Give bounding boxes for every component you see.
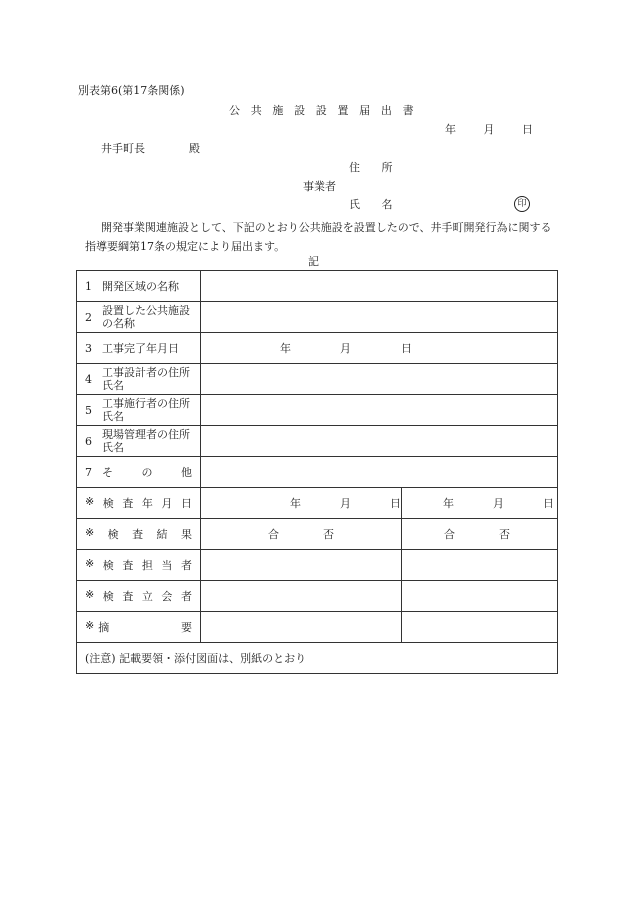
row-value-cell[interactable]: [201, 271, 558, 302]
label-char: ※: [85, 588, 95, 601]
other-char: の: [141, 465, 153, 479]
notification-form-table: [76, 270, 558, 674]
row-label-text: 開発区域の名称: [102, 279, 179, 293]
summary-row: [77, 612, 558, 643]
summary-label: [77, 612, 201, 643]
summary-cell-1[interactable]: [201, 612, 402, 643]
table-row: [77, 395, 558, 426]
row-label-text: 現場管理者の住所氏名: [102, 428, 190, 454]
date-month: 月: [483, 123, 495, 136]
label-char: 日: [180, 497, 192, 510]
completion-month: 月: [340, 342, 351, 355]
inspection-officer-cell-1[interactable]: [201, 550, 402, 581]
inspection-date-label: [77, 488, 201, 519]
inspection-officer-label: [77, 550, 201, 581]
label-char: 検: [107, 528, 119, 541]
seal-mark: 印: [514, 196, 530, 212]
label-char: 要: [181, 621, 192, 634]
inspection-witness-cell-2[interactable]: [402, 581, 558, 612]
row-label-text: [102, 466, 192, 479]
label-char: 当: [161, 559, 173, 572]
document-title: 公 共 施 設 設 置 届 出 書: [229, 104, 418, 117]
note-cell: [77, 643, 558, 674]
honorific: 殿: [189, 142, 200, 155]
inspection-year: 年: [290, 497, 301, 510]
label-char: 者: [180, 559, 192, 572]
row-value-cell[interactable]: [201, 364, 558, 395]
label-char: 者: [180, 590, 192, 603]
table-row: [77, 302, 558, 333]
inspection-result-label: [77, 519, 201, 550]
label-char: 査: [122, 590, 134, 603]
inspection-result-cell-2[interactable]: [402, 519, 558, 550]
completion-day: 日: [401, 342, 412, 355]
fail-option[interactable]: 否: [499, 528, 510, 541]
label-char: 月: [161, 497, 173, 510]
row-number: 7: [85, 465, 92, 479]
note-text: (注意) 記載要領・添付図面は、別紙のとおり: [85, 652, 307, 665]
label-char: 担: [141, 559, 153, 572]
label-char: ※: [85, 619, 95, 632]
table-row: [77, 364, 558, 395]
inspection-officer-row: [77, 550, 558, 581]
row-label: [77, 457, 201, 488]
body-text: 開発事業関連施設として、下記のとおり公共施設を設置したので、井手町開発行為に関する指導要綱第17条の規定により届出ます。: [85, 221, 552, 253]
addressee: [101, 143, 200, 154]
summary-cell-2[interactable]: [402, 612, 558, 643]
inspection-result-cell-1[interactable]: [201, 519, 402, 550]
label-char: 摘: [98, 621, 110, 634]
inspection-month: 月: [493, 497, 504, 510]
row-label-text: 工事設計者の住所氏名: [102, 366, 190, 392]
label-char: ※: [85, 526, 95, 539]
row-number: 1: [85, 279, 92, 293]
pass-option[interactable]: 合: [444, 528, 455, 541]
label-char: 立: [141, 590, 153, 603]
business-label: 事業者: [303, 180, 336, 193]
inspection-witness-row: [77, 581, 558, 612]
row-label: [77, 426, 201, 457]
label-char: 検: [102, 559, 114, 572]
row-number: 6: [85, 434, 92, 448]
label-char: 果: [180, 528, 192, 541]
completion-year: 年: [280, 342, 291, 355]
note-row: [77, 643, 558, 674]
inspection-day: 日: [543, 497, 554, 510]
row-number: 2: [85, 310, 92, 324]
form-reference: 別表第6(第17条関係): [78, 84, 185, 97]
inspection-year: 年: [443, 497, 454, 510]
inspection-officer-cell-2[interactable]: [402, 550, 558, 581]
row-value-cell[interactable]: [201, 457, 558, 488]
inspection-result-row: [77, 519, 558, 550]
label-char: 会: [161, 590, 173, 603]
label-char: 査: [122, 559, 134, 572]
row-label-text: 工事施行者の住所氏名: [102, 397, 190, 423]
other-char: そ: [102, 465, 113, 479]
date-day: 日: [522, 123, 533, 136]
inspection-date-cell-1[interactable]: [201, 488, 402, 519]
inspection-month: 月: [340, 497, 351, 510]
label-char: ※: [85, 557, 95, 570]
table-row: [77, 426, 558, 457]
label-char: 査: [132, 528, 144, 541]
row-label: [77, 395, 201, 426]
row-label-text: 工事完了年月日: [102, 341, 179, 355]
inspection-date-row: [77, 488, 558, 519]
completion-date-cell[interactable]: [201, 333, 558, 364]
label-char: ※: [85, 495, 95, 508]
inspection-date-cell-2[interactable]: [402, 488, 558, 519]
addressee-name: 井手町長: [101, 142, 145, 155]
fail-option[interactable]: 否: [323, 528, 334, 541]
table-row: [77, 457, 558, 488]
row-number: 5: [85, 403, 92, 417]
row-label-text: 設置した公共施設の名称: [102, 304, 190, 330]
row-label: [77, 271, 201, 302]
inspection-day: 日: [390, 497, 401, 510]
row-number: 3: [85, 341, 92, 355]
label-char: 査: [122, 497, 134, 510]
submission-date: [445, 124, 533, 135]
row-label: [77, 364, 201, 395]
row-label: [77, 333, 201, 364]
ki-heading: 記: [308, 255, 319, 268]
label-char: 検: [102, 497, 114, 510]
label-char: 検: [102, 590, 114, 603]
table-row: [77, 333, 558, 364]
address-label: 住 所: [349, 161, 402, 174]
pass-option[interactable]: 合: [268, 528, 279, 541]
label-char: 年: [141, 497, 153, 510]
row-value-cell[interactable]: [201, 302, 558, 333]
inspection-witness-cell-1[interactable]: [201, 581, 402, 612]
label-char: 結: [156, 528, 168, 541]
table-row: [77, 271, 558, 302]
row-number: 4: [85, 372, 92, 386]
row-label: [77, 302, 201, 333]
inspection-witness-label: [77, 581, 201, 612]
date-year: 年: [445, 123, 456, 136]
name-label: 氏 名: [349, 198, 402, 211]
row-value-cell[interactable]: [201, 426, 558, 457]
row-value-cell[interactable]: [201, 395, 558, 426]
other-char: 他: [181, 465, 192, 479]
